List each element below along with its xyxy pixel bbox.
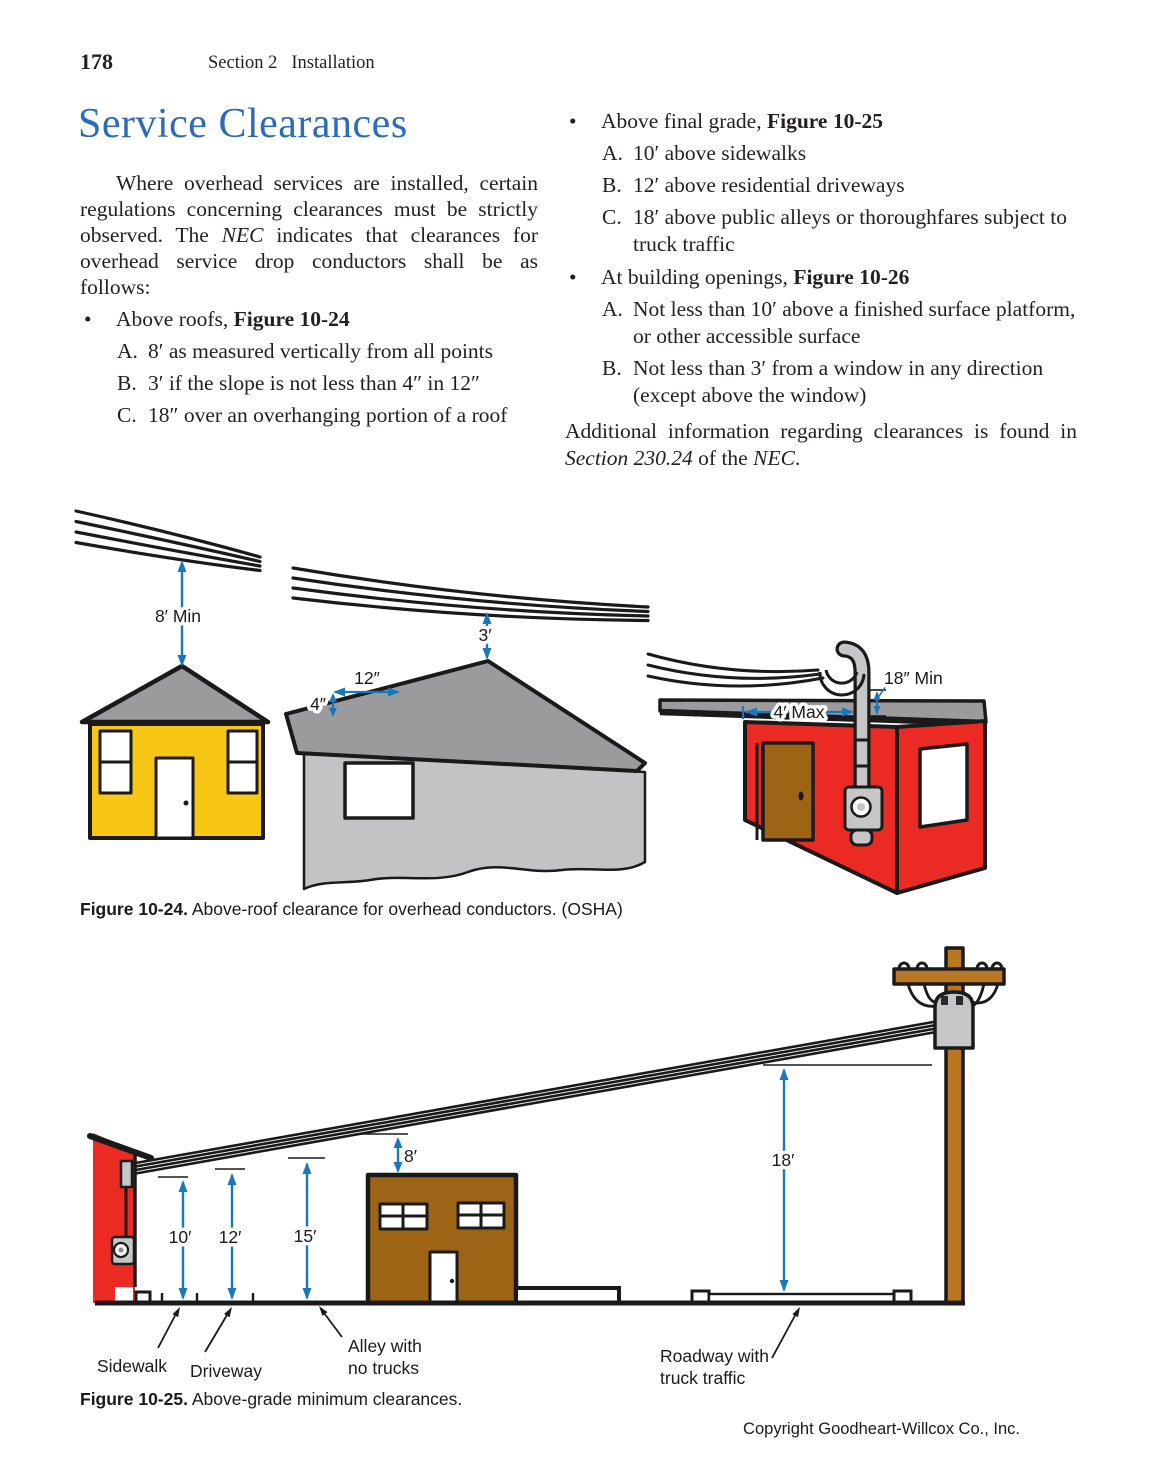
list-item: A. 10′ above sidewalks [602,141,807,165]
red-building [660,700,986,893]
pointer-arrowhead-icon [792,1307,800,1317]
list-item: B. 3′ if the slope is not less than 4″ in 12″ [117,371,480,395]
running-header-section: Section 2 [208,53,278,73]
figure-10-25-caption: Figure 10-25. Above-grade minimum clearances. [80,1389,463,1409]
ground-label: Sidewalk [97,1356,168,1376]
overhead-conductors-2 [293,568,648,621]
dimension-label: 10′ [168,1227,192,1247]
dimension-label: 4′ Max [773,702,825,722]
list-item: A. Not less than 10′ above a finished surface platform, or other accessible surface [602,297,1076,348]
bullet-dot: • [84,307,92,331]
arrowhead-down-icon [179,1288,188,1300]
list-item: B. Not less than 3′ from a window in any direction (except above the window) [602,356,1044,407]
bullet-above-final-grade [565,108,1077,135]
bullet-lead: Above roofs, [116,307,234,331]
door [763,743,813,840]
list-item: C. 18″ over an overhanging portion of a roof [117,403,508,427]
arrowhead-left-icon [333,688,345,697]
dimension-label: 12′ [218,1227,242,1247]
ground-label: Driveway [190,1361,262,1381]
utility-pole [894,948,1004,1303]
service-head [121,1161,132,1187]
page-number: 178 [80,49,113,74]
ground-label: truck traffic [660,1368,746,1388]
dimension-3ft [478,612,491,660]
ground-label: no trucks [348,1358,419,1378]
overhead-conductors-1 [76,511,260,571]
list-item: C. 18′ above public alleys or thoroughfares subject to truck traffic [602,205,1067,256]
dimension-label: 18′ [771,1150,795,1170]
ground-label: Alley with [348,1336,422,1356]
crossarm [894,969,1004,984]
figure-10-24-caption: Figure 10-24. Above-roof clearance for overhead conductors. (OSHA) [80,899,623,919]
closing-paragraph: Additional information regarding clearances is found in Section 230.24 of the NEC. [565,419,1077,470]
figure-10-25-diagram [70,935,1080,1405]
bullet-above-roofs [80,306,538,333]
list-item: B. 12′ above residential driveways [602,173,905,197]
dimension-8ft-min [155,560,201,667]
right-column [565,108,1077,494]
arrowhead-up-icon [329,693,337,702]
running-header-chapter: Installation [291,53,375,73]
dimension-label: 8′ Min [154,606,202,626]
door-keyhole [799,792,804,801]
window [920,744,967,827]
figure-ref: Figure 10-24 [233,307,350,331]
overhead-conductors-3 [648,654,823,686]
figure-10-24-diagram [70,500,1100,905]
building-step [136,1292,150,1302]
dimension-label: 8′ [404,1146,418,1166]
dimension-label: 12″ [354,668,380,688]
pointer-arrowhead-icon [319,1306,328,1316]
arrowhead-down-icon [303,1288,312,1300]
transformer [935,992,973,1048]
nec-italic: NEC [221,223,264,247]
bullet-building-openings [565,264,1077,291]
door [156,758,193,838]
bullet-dot: • [569,265,577,289]
arrowhead-up-icon [303,1162,312,1174]
ground-label: Roadway with [660,1346,769,1366]
door-knob [184,801,189,806]
dimension-label: 18″ Min [884,668,943,688]
red-wall [93,1133,135,1303]
arrowhead-down-icon [394,1162,403,1173]
door-knob [450,1279,454,1283]
left-column [80,170,538,429]
roof [286,661,645,771]
arrowhead-up-icon [179,1180,188,1192]
roof [82,666,268,722]
section-ref-italic: Section 230.24 [565,446,693,470]
brown-house [368,1175,516,1303]
callouts [97,1306,800,1388]
bullet-lead: At building openings, [601,265,794,289]
list-item: A. 8′ as measured vertically from all points [117,339,494,363]
intro-paragraph: Where overhead services are installed, certain regulations concerning clearances must be strictly observed. The NEC indicates that clearances for overhead service drop conductors shall be as follows: [80,171,539,299]
figure-ref: Figure 10-26 [793,265,910,289]
arrowhead-down-icon [228,1288,237,1300]
drip-loop [826,670,857,683]
gray-house [286,661,645,889]
dimension-label: 3′ [478,625,492,645]
copyright-notice: Copyright Goodheart-Willcox Co., Inc. [743,1420,1020,1438]
garage-door [345,763,413,818]
bullet-dot: • [569,109,577,133]
arrowhead-down-icon [780,1280,789,1292]
nec-italic: NEC [753,446,795,470]
page-title: Service Clearances [78,101,408,147]
arrowhead-up-icon [780,1068,789,1080]
yellow-house [82,666,268,838]
pointer-arrowhead-icon [173,1307,181,1317]
reference-lines [158,1065,932,1177]
door [430,1252,457,1303]
arrowhead-up-icon [394,1137,403,1148]
figure-ref: Figure 10-25 [766,109,884,133]
arrowhead-down-icon [483,648,492,660]
red-service-building [90,1133,151,1303]
running-header [208,53,375,74]
dimension-label: 15′ [293,1226,317,1246]
pointer-arrowhead-icon [224,1307,232,1317]
arrowhead-up-icon [228,1173,237,1185]
bullet-lead: Above final grade, [601,109,767,133]
dimension-label: 4″ [310,694,326,714]
service-drop-wires [130,1021,939,1175]
